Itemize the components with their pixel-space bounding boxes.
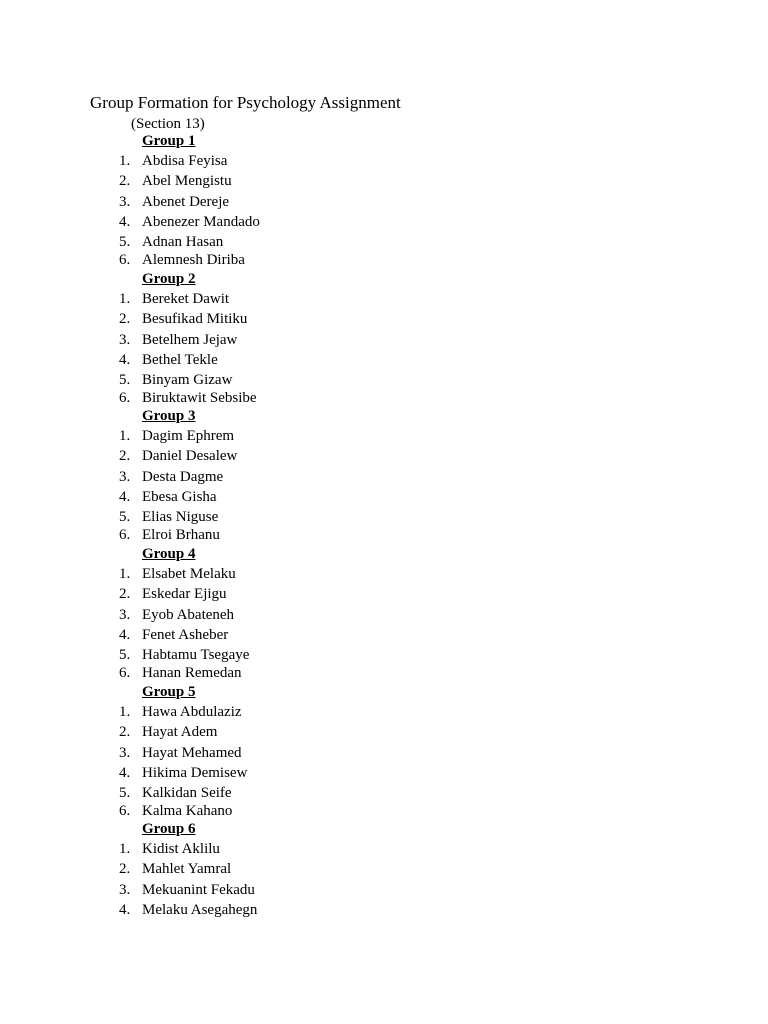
list-item-number: 5.: [119, 509, 131, 525]
list-item-number: 4.: [119, 489, 131, 505]
member-name: Eskedar Ejigu: [142, 586, 227, 602]
member-name: Dagim Ephrem: [142, 428, 235, 444]
list-item-number: 6.: [119, 527, 131, 543]
member-name: Elsabet Melaku: [142, 566, 236, 582]
list-item: [0, 703, 768, 721]
member-name: Biruktawit Sebsibe: [142, 390, 257, 406]
list-item: [0, 233, 768, 251]
list-item: [0, 860, 768, 878]
list-item: [0, 331, 768, 349]
list-item: [0, 371, 768, 389]
list-item: [0, 193, 768, 211]
list-item: [0, 213, 768, 231]
list-item-number: 1.: [119, 428, 131, 444]
list-item-number: 4.: [119, 765, 131, 781]
list-item: [0, 565, 768, 583]
member-name: Hawa Abdulaziz: [142, 704, 242, 720]
member-name: Kalkidan Seife: [142, 785, 232, 801]
list-item-number: 1.: [119, 704, 131, 720]
member-name: Mekuanint Fekadu: [142, 882, 255, 898]
group-heading: Group 5: [142, 684, 196, 700]
member-name: Bethel Tekle: [142, 352, 218, 368]
member-name: Habtamu Tsegaye: [142, 647, 250, 663]
list-item-number: 4.: [119, 214, 131, 230]
list-item: [0, 664, 768, 682]
member-name: Kidist Aklilu: [142, 841, 220, 857]
member-name: Mahlet Yamral: [142, 861, 232, 877]
list-item: [0, 881, 768, 899]
list-item-number: 3.: [119, 745, 131, 761]
member-name: Melaku Asegahegn: [142, 902, 258, 918]
list-item-number: 2.: [119, 448, 131, 464]
member-name: Elroi Brhanu: [142, 527, 220, 543]
list-item-number: 4.: [119, 627, 131, 643]
member-name: Eyob Abateneh: [142, 607, 235, 623]
list-item: [0, 251, 768, 269]
group-heading: Group 2: [142, 271, 196, 287]
list-item-number: 5.: [119, 647, 131, 663]
list-item-number: 1.: [119, 566, 131, 582]
list-item: [0, 310, 768, 328]
list-item: [0, 351, 768, 369]
member-name: Hayat Adem: [142, 724, 218, 740]
list-item-number: 2.: [119, 173, 131, 189]
list-item-number: 2.: [119, 311, 131, 327]
group-heading: Group 6: [142, 821, 196, 837]
list-item-number: 4.: [119, 352, 131, 368]
list-item-number: 2.: [119, 724, 131, 740]
list-item-number: 5.: [119, 785, 131, 801]
member-name: Abenet Dereje: [142, 194, 230, 210]
list-item-number: 2.: [119, 861, 131, 877]
list-item: [0, 488, 768, 506]
member-name: Fenet Asheber: [142, 627, 229, 643]
list-item: [0, 468, 768, 486]
member-name: Adnan Hasan: [142, 234, 224, 250]
list-item-number: 1.: [119, 291, 131, 307]
member-name: Daniel Desalew: [142, 448, 238, 464]
member-name: Abel Mengistu: [142, 173, 232, 189]
list-item-number: 1.: [119, 153, 131, 169]
list-item: [0, 802, 768, 820]
list-item: [0, 508, 768, 526]
document-subtitle: (Section 13): [131, 116, 205, 132]
list-item-number: 5.: [119, 372, 131, 388]
list-item: [0, 723, 768, 741]
document-title: Group Formation for Psychology Assignment: [90, 93, 401, 112]
list-item: [0, 172, 768, 190]
list-item: [0, 840, 768, 858]
member-name: Hikima Demisew: [142, 765, 248, 781]
member-name: Hanan Remedan: [142, 665, 242, 681]
list-item-number: 1.: [119, 841, 131, 857]
member-name: Abenezer Mandado: [142, 214, 260, 230]
list-item-number: 2.: [119, 586, 131, 602]
member-name: Kalma Kahano: [142, 803, 233, 819]
member-name: Binyam Gizaw: [142, 372, 233, 388]
member-name: Besufikad Mitiku: [142, 311, 248, 327]
list-item-number: 4.: [119, 902, 131, 918]
member-name: Desta Dagme: [142, 469, 224, 485]
group-heading: Group 3: [142, 408, 196, 424]
list-item-number: 3.: [119, 882, 131, 898]
group-heading: Group 4: [142, 546, 196, 562]
list-item-number: 3.: [119, 194, 131, 210]
list-item: [0, 152, 768, 170]
list-item: [0, 585, 768, 603]
group-heading: Group 1: [142, 133, 196, 149]
list-item-number: 6.: [119, 390, 131, 406]
list-item-number: 3.: [119, 607, 131, 623]
list-item: [0, 626, 768, 644]
member-name: Hayat Mehamed: [142, 745, 242, 761]
list-item-number: 3.: [119, 469, 131, 485]
member-name: Bereket Dawit: [142, 291, 230, 307]
member-name: Elias Niguse: [142, 509, 219, 525]
member-name: Betelhem Jejaw: [142, 332, 238, 348]
list-item: [0, 744, 768, 762]
list-item: [0, 447, 768, 465]
list-item: [0, 784, 768, 802]
list-item: [0, 427, 768, 445]
list-item: [0, 646, 768, 664]
member-name: Alemnesh Diriba: [142, 252, 245, 268]
list-item: [0, 389, 768, 407]
member-name: Ebesa Gisha: [142, 489, 217, 505]
list-item-number: 6.: [119, 803, 131, 819]
list-item-number: 6.: [119, 665, 131, 681]
list-item: [0, 606, 768, 624]
member-name: Abdisa Feyisa: [142, 153, 228, 169]
list-item: [0, 290, 768, 308]
list-item-number: 5.: [119, 234, 131, 250]
list-item: [0, 764, 768, 782]
list-item: [0, 901, 768, 919]
list-item: [0, 526, 768, 544]
list-item-number: 3.: [119, 332, 131, 348]
list-item-number: 6.: [119, 252, 131, 268]
